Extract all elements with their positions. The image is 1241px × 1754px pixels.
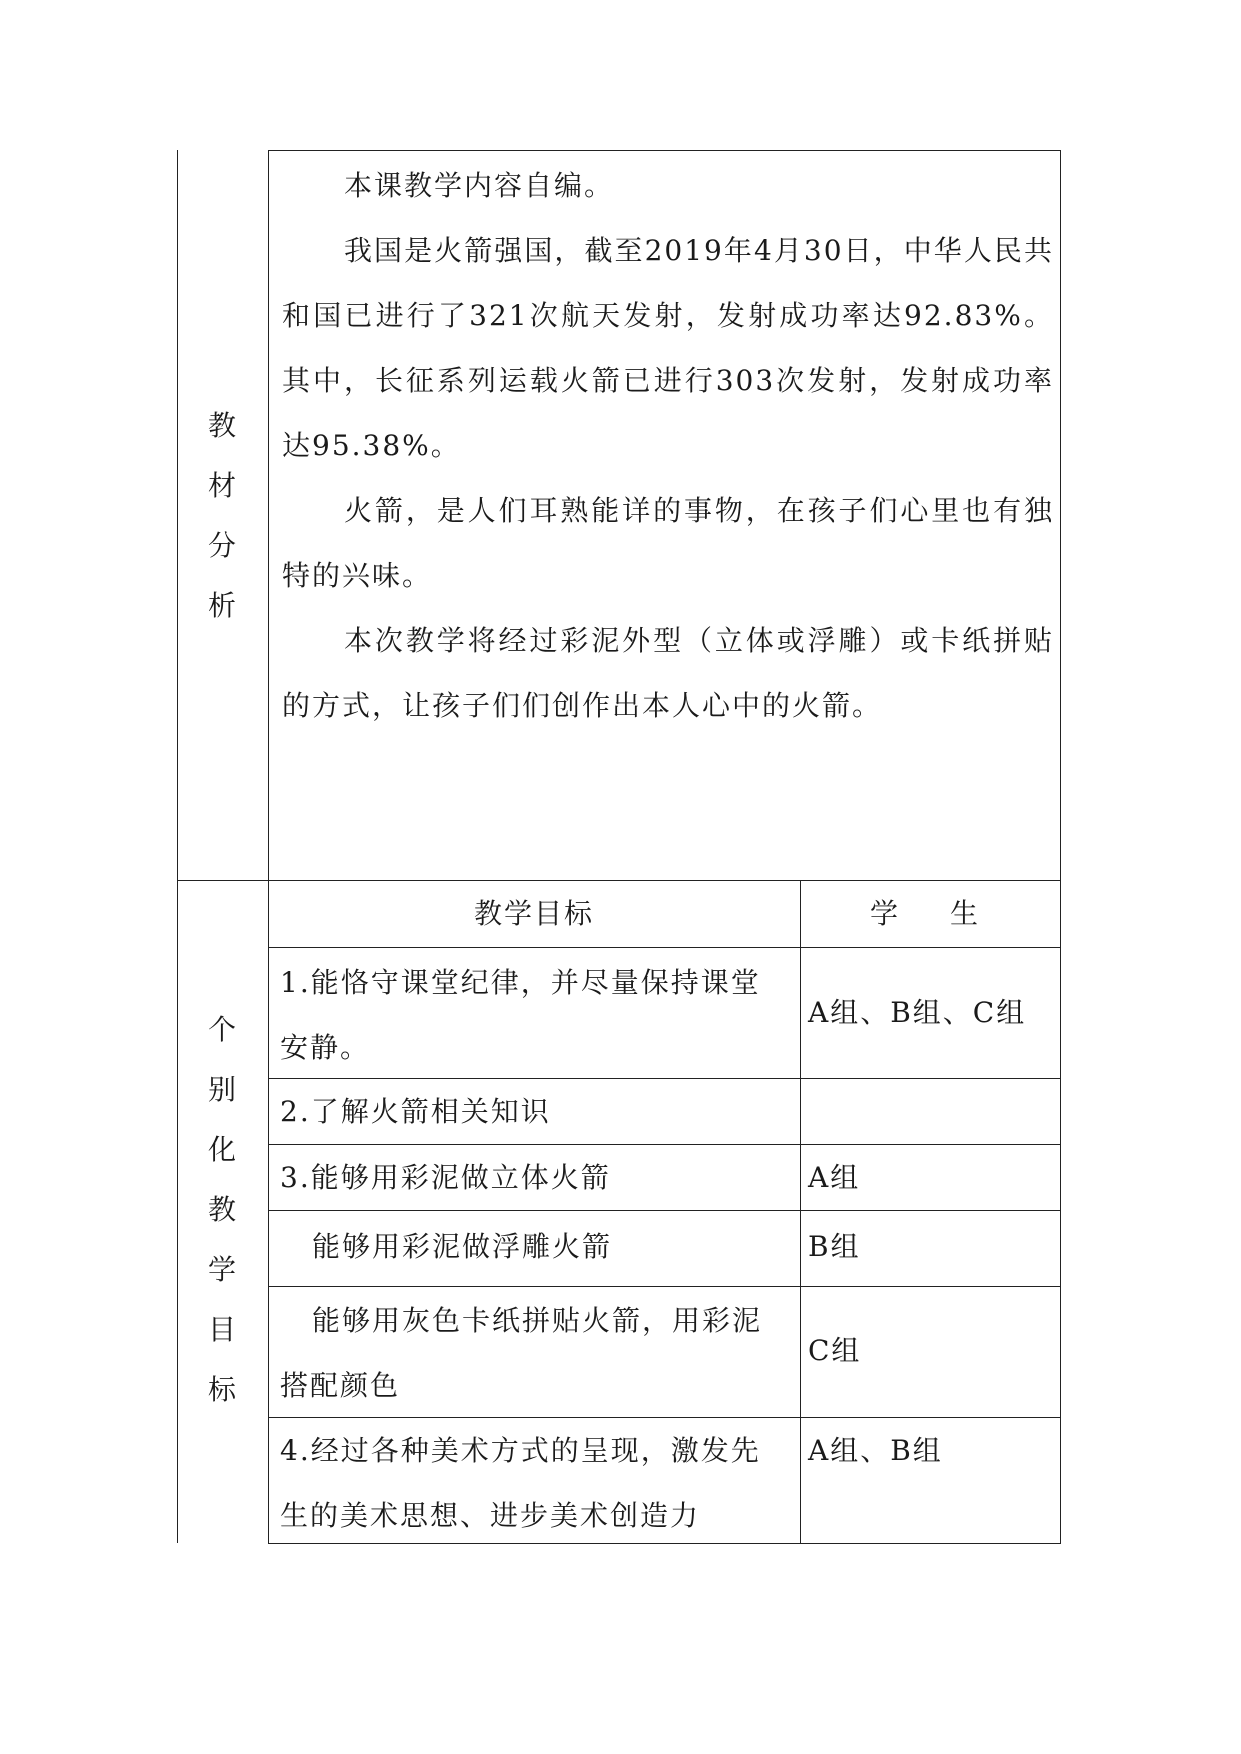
section1-label-char: 析 [207, 589, 236, 622]
header-goal: 教学目标 [473, 897, 594, 930]
row-divider-1 [268, 947, 1061, 948]
section2-label-char: 目 [207, 1313, 236, 1346]
paragraph-interest: 火箭，是人们耳熟能详的事物，在孩子们心里也有独特的兴味。 [282, 494, 1054, 592]
section1-label-char: 教 [207, 409, 236, 442]
paragraph-method: 本次教学将经过彩泥外型（立体或浮雕）或卡纸拼贴的方式，让孩子们们创作出本人心中的火箭。 [282, 624, 1054, 722]
section2-label-char: 别 [207, 1073, 236, 1106]
section1-label [192, 396, 252, 636]
section2-label-char: 学 [207, 1253, 236, 1286]
section2-label-char: 个 [207, 1013, 236, 1046]
paragraph-statistics: 我国是火箭强国，截至2019年4月30日，中华人民共和国已进行了321次航天发射，发射成功率达92.83%。其中，长征系列运载火箭已进行303次发射，发射成功率达95.38%。 [282, 234, 1054, 462]
row-divider-5 [268, 1286, 1061, 1287]
goal-cell: 1.能恪守课堂纪律，并尽量保持课堂安静。 [280, 966, 761, 1064]
goal-cell: 4.经过各种美术方式的呈现，激发先生的美术思想、进步美术创造力 [280, 1434, 761, 1532]
header-student: 学 生 [869, 897, 990, 930]
section2-label-char: 标 [207, 1373, 236, 1406]
outer-left-border [177, 150, 178, 1543]
student-cell: A组 [808, 1161, 861, 1194]
paragraph-intro: 本课教学内容自编。 [344, 169, 615, 202]
section2-label-char: 化 [207, 1133, 236, 1166]
student-cell: C组 [808, 1334, 862, 1367]
student-cell: A组、B组、C组 [808, 996, 1027, 1029]
row-divider-4 [268, 1210, 1061, 1211]
top-border [268, 150, 1061, 151]
goal-cell: 能够用彩泥做浮雕火箭 [312, 1230, 613, 1263]
student-cell: B组 [808, 1230, 861, 1263]
goal-cell: 能够用灰色卡纸拼贴火箭，用彩泥搭配颜色 [280, 1304, 763, 1402]
section2-label [192, 1000, 252, 1420]
inner-left-border [268, 150, 269, 1543]
right-border [1060, 150, 1061, 1543]
section2-label-char: 教 [207, 1193, 236, 1226]
goal-cell: 3.能够用彩泥做立体火箭 [280, 1161, 611, 1194]
section1-label-char: 分 [207, 529, 236, 562]
section1-label-char: 材 [207, 469, 236, 502]
student-cell: A组、B组 [808, 1434, 943, 1467]
goal-cell: 2.了解火箭相关知识 [280, 1095, 551, 1128]
column-divider [800, 880, 801, 1543]
